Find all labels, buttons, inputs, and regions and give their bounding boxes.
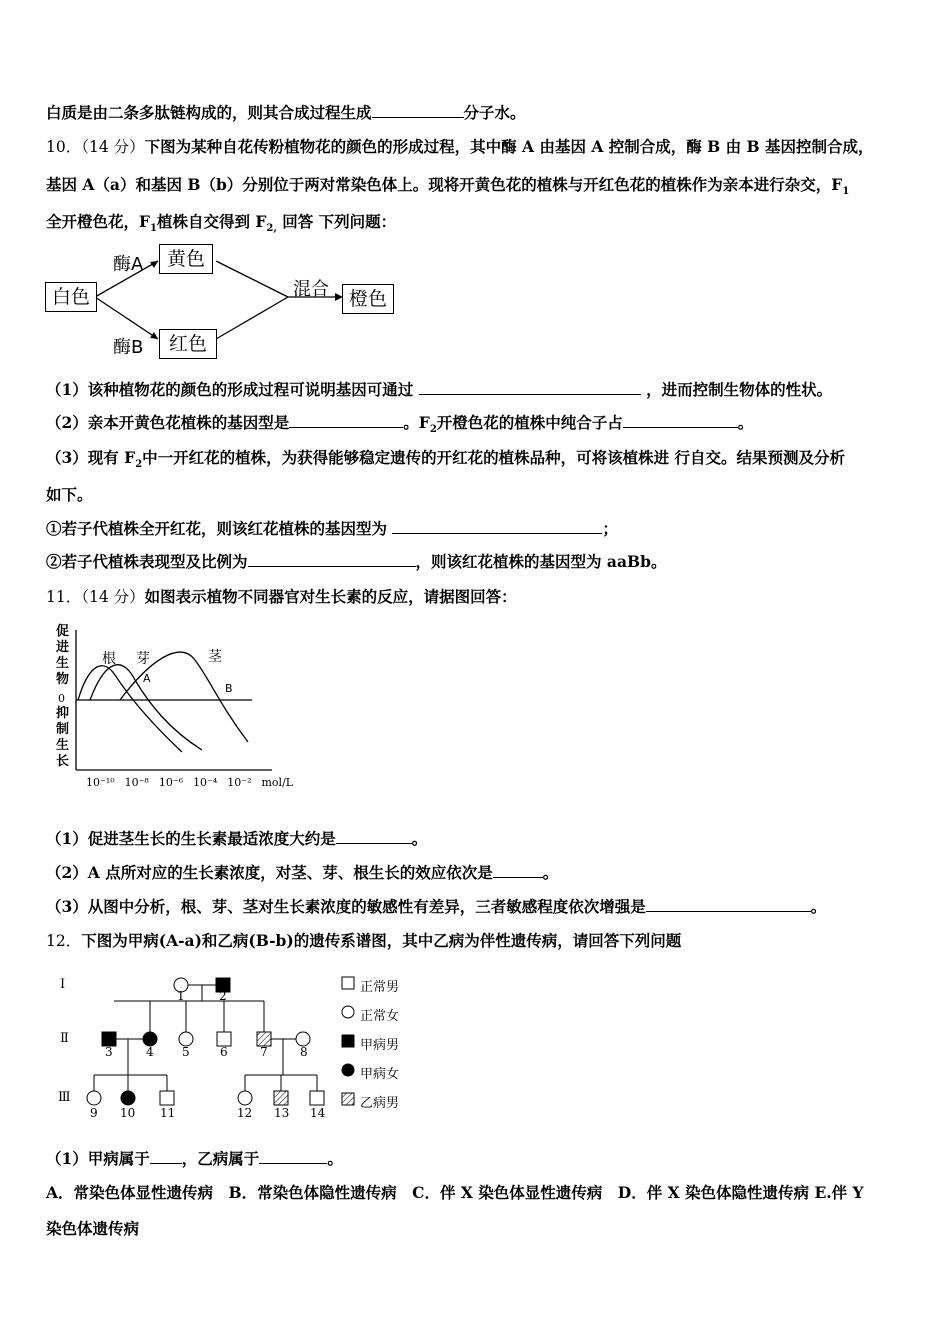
person-6 — [217, 1032, 231, 1046]
id-4: 4 — [146, 1045, 154, 1059]
q11-sub-2: （2）A 点所对应的生长素浓度，对茎、芽、根生长的效应依次是 。 — [46, 863, 559, 882]
x-tick-label: 10⁻⁶ — [158, 776, 184, 789]
x-tick-label: 10⁻⁴ — [193, 776, 218, 789]
flower-color-diagram — [40, 235, 400, 365]
person-11 — [160, 1091, 174, 1105]
id-11: 11 — [160, 1106, 176, 1120]
q12-options: A．常染色体显性遗传病 B．常染色体隐性遗传病 C．伴 X 染色体显性遗传病 D．伴 X 染色体隐性遗传病 E.伴 Y — [46, 1183, 864, 1202]
person-10 — [121, 1091, 135, 1105]
legend-jia-female: 甲病女 — [360, 1067, 400, 1082]
auxin-response-graph — [50, 620, 294, 800]
id-1: 1 — [177, 989, 185, 1003]
x-unit-label: mol/L — [261, 776, 294, 789]
graph-ylabel-bottom: 抑制生长 — [56, 706, 70, 769]
q10-sub-3: （3）现有 $F_2$中一开红花的植株，为获得能够稳定遗传的开红花的植株品种，可将该植株进 行自交。结果预测及分析 — [46, 448, 846, 471]
answer-blank[interactable] — [419, 380, 641, 395]
id-14: 14 — [310, 1106, 326, 1120]
person-12 — [238, 1091, 252, 1105]
person-8 — [296, 1032, 310, 1046]
id-7: 7 — [260, 1045, 268, 1059]
pedigree-chart — [50, 965, 420, 1130]
text-line-1: 白质是由二条多肽链构成的，则其合成过程生成 分子水。 — [46, 103, 526, 122]
q10-line-1: 10．（14 分）下图为某种自花传粉植物花的颜色的形成过程，其中酶 A 由基因 A 控制合成，酶 B 由 B 基因控制合成， — [46, 137, 874, 156]
q10-sub-1: （1）该种植物花的颜色的形成过程可说明基因可通过 ，进而控制生物体的性状。 — [46, 380, 833, 399]
q12-line-1: 12．下图为甲病(A-a)和乙病(B-b)的遗传系谱图，其中乙病为伴性遗传病，请回答下列问题 — [46, 931, 682, 950]
q11-number: 11．（14 分） — [46, 588, 145, 606]
x-tick-label: 10⁻¹⁰ — [86, 776, 115, 789]
curve-label-stem: 茎 — [208, 649, 222, 665]
box-red: 红色 — [159, 329, 217, 359]
person-7 — [257, 1032, 271, 1046]
q11-line-1: 11．（14 分）如图表示植物不同器官对生长素的反应，请据图回答： — [46, 587, 517, 606]
q10-number: 10．（14 分） — [46, 138, 145, 156]
id-5: 5 — [182, 1045, 190, 1059]
legend-normal-female-icon — [342, 1006, 354, 1018]
answer-blank[interactable] — [646, 897, 811, 912]
q10-sub-2: （2）亲本开黄色花植株的基因型是 。$F_2$开橙色花的植株中纯合子占 。 — [46, 413, 754, 436]
answer-blank[interactable] — [372, 103, 464, 118]
legend-normal-male-icon — [342, 977, 354, 989]
answer-blank[interactable] — [248, 552, 416, 567]
x-tick-label: 10⁻⁸ — [124, 776, 149, 789]
legend-jia-male-icon — [342, 1035, 354, 1047]
gen-label-2: Ⅱ — [60, 1031, 69, 1046]
mix-label: 混合 — [293, 279, 329, 300]
q12-sub-1: （1）甲病属于 ，乙病属于 。 — [46, 1149, 343, 1168]
person-5 — [179, 1032, 193, 1046]
gen-label-1: I — [60, 977, 66, 992]
answer-blank[interactable] — [259, 1149, 327, 1164]
gen-label-3: Ⅲ — [58, 1090, 71, 1105]
q10-case-2: ②若子代植株表现型及比例为 ，则该红花植株的基因型为 aaBb。 — [46, 552, 667, 571]
legend-normal-female: 正常女 — [360, 1009, 400, 1024]
q10-case-1: ①若子代植株全开红花，则该红花植株的基因型为 ； — [46, 519, 618, 538]
q12-options-cont: 染色体遗传病 — [46, 1219, 140, 1238]
legend-jia-male: 甲病男 — [360, 1038, 400, 1053]
auxin-graph-svg — [50, 620, 290, 800]
graph-ylabel-top: 促进生物 — [56, 624, 70, 687]
person-13 — [274, 1091, 288, 1105]
id-12: 12 — [237, 1106, 253, 1120]
person-4 — [143, 1032, 157, 1046]
answer-blank[interactable] — [289, 413, 403, 428]
q10-line-2: 基因 A（a）和基因 B（b）分别位于两对常染色体上。现将开黄色花的植株与开红色花的植株作为亲本进行杂交，$F_1$ — [46, 175, 850, 198]
answer-blank[interactable] — [392, 519, 602, 534]
box-yellow: 黄色 — [159, 244, 213, 274]
id-13: 13 — [274, 1106, 290, 1120]
legend-yi-male-icon — [342, 1093, 354, 1105]
answer-blank[interactable] — [336, 829, 412, 844]
person-3 — [102, 1032, 116, 1046]
legend-jia-female-icon — [342, 1064, 354, 1076]
q10-sub-3-cont: 如下。 — [46, 485, 93, 504]
answer-blank[interactable] — [623, 413, 738, 428]
id-2: 2 — [219, 989, 227, 1003]
answer-blank[interactable] — [493, 863, 543, 878]
person-9 — [87, 1091, 101, 1105]
box-orange: 橙色 — [342, 284, 394, 314]
enzyme-b-label: 酶B — [113, 337, 144, 358]
q11-sub-1: （1）促进茎生长的生长素最适浓度大约是 。 — [46, 829, 428, 848]
x-tick-label: 10⁻² — [227, 776, 252, 789]
q12-number: 12． — [46, 932, 82, 950]
id-3: 3 — [105, 1045, 113, 1059]
person-14 — [310, 1091, 324, 1105]
legend-normal-male: 正常男 — [360, 980, 400, 995]
graph-ylabel-zero: 0 — [58, 692, 65, 705]
curve-label-bud: 芽 — [136, 651, 150, 667]
curve-root — [78, 666, 182, 752]
box-white: 白色 — [45, 282, 97, 312]
q11-sub-3: （3）从图中分析，根、芽、茎对生长素浓度的敏感性有差异，三者敏感程度依次增强是 。 — [46, 897, 827, 916]
x-tick-labels — [86, 776, 293, 789]
point-b-label: B — [225, 682, 233, 695]
legend-yi-male: 乙病男 — [360, 1096, 400, 1111]
q10-line-3: 全开橙色花，$F_1$植株自交得到 $F_{2,}$ 回答 下列问题： — [46, 212, 397, 235]
answer-blank[interactable] — [150, 1149, 182, 1164]
point-a-label: A — [143, 672, 151, 685]
enzyme-a-label: 酶A — [113, 254, 144, 275]
curve-label-root: 根 — [102, 651, 116, 667]
id-8: 8 — [300, 1045, 308, 1059]
id-10: 10 — [120, 1106, 136, 1120]
id-9: 9 — [90, 1106, 98, 1120]
id-6: 6 — [220, 1045, 228, 1059]
